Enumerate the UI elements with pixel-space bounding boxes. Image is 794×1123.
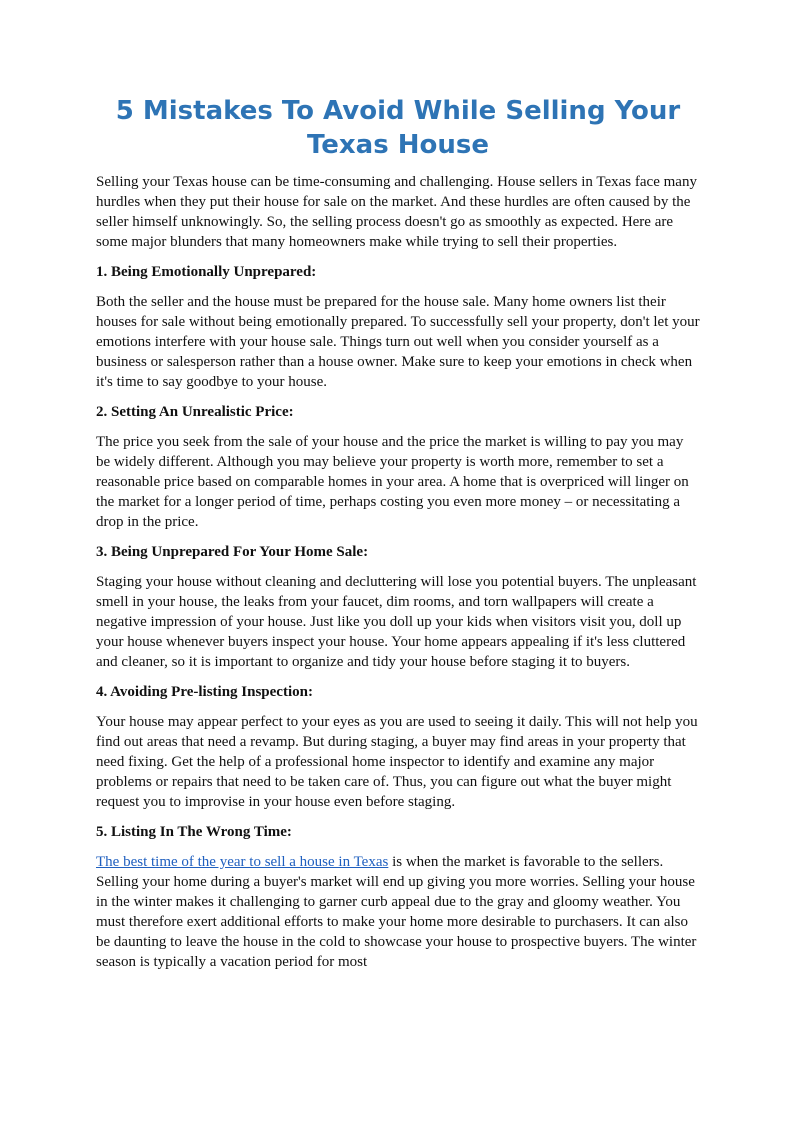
section-body-5-text: is when the market is favorable to the sellers. Selling your home during a buyer's market will end up giving you more worries. Selling your house in the winter makes it challenging to garner curb appeal due to the gray and gloomy weather. You must therefore exert additional efforts to make your home more desirable to purchasers. It can also be daunting to leave the house in the cold to showcase your house to prospective buyers. The winter season is typically a vacation period for most	[96, 854, 697, 970]
best-time-to-sell-link[interactable]: The best time of the year to sell a house in Texas	[96, 854, 389, 870]
section-heading-1: 1. Being Emotionally Unprepared:	[96, 264, 317, 280]
section-body-3: Staging your house without cleaning and decluttering will lose you potential buyers. The unpleasant smell in your house, the leaks from your faucet, dim rooms, and torn wallpapers will create a negative impression of your house. Just like you doll up your kids when visitors visit you, doll up your house whenever buyers inspect your house. Your home appears appealing if it's less cluttered and cleaner, so it is important to organize and tidy your house before staging it to buyers.	[96, 574, 697, 670]
document-page	[96, 94, 700, 982]
intro-paragraph: Selling your Texas house can be time-consuming and challenging. House sellers in Texas face many hurdles when they put their house for sale on the market. And these hurdles are often caused by the seller himself unknowingly. So, the selling process doesn't go as smoothly as expected. Here are some major blunders that many homeowners make while trying to sell their properties.	[96, 174, 697, 250]
section-heading-3: 3. Being Unprepared For Your Home Sale:	[96, 544, 369, 560]
section-body-2: The price you seek from the sale of your house and the price the market is willing to pay you may be widely different. Although you may believe your property is worth more, remember to set a reasonable price based on comparable homes in your area. A home that is overpriced will linger on the market for a longer period of time, perhaps costing you even more money – or necessitating a drop in the price.	[96, 434, 689, 530]
section-body-5	[96, 852, 700, 972]
section-body-1: Both the seller and the house must be prepared for the house sale. Many home owners list their houses for sale without being emotionally prepared. To successfully sell your property, don't let your emotions interfere with your house sale. Things turn out well when you consider yourself as a business or salesperson rather than a house owner. Make sure to keep your emotions in check when it's time to say goodbye to your house.	[96, 294, 700, 390]
section-heading-5: 5. Listing In The Wrong Time:	[96, 824, 292, 840]
section-heading-4: 4. Avoiding Pre-listing Inspection:	[96, 684, 313, 700]
document-title: 5 Mistakes To Avoid While Selling Your Texas House	[115, 96, 681, 160]
section-body-4: Your house may appear perfect to your eyes as you are used to seeing it daily. This will not help you find out areas that need a revamp. But during staging, a buyer may find areas in your property that need fixing. Get the help of a professional home inspector to identify and examine any major problems or repairs that need to be taken care of. Thus, you can figure out what the buyer might request you to improvise in your house even before staging.	[96, 714, 698, 810]
section-heading-2: 2. Setting An Unrealistic Price:	[96, 404, 294, 420]
